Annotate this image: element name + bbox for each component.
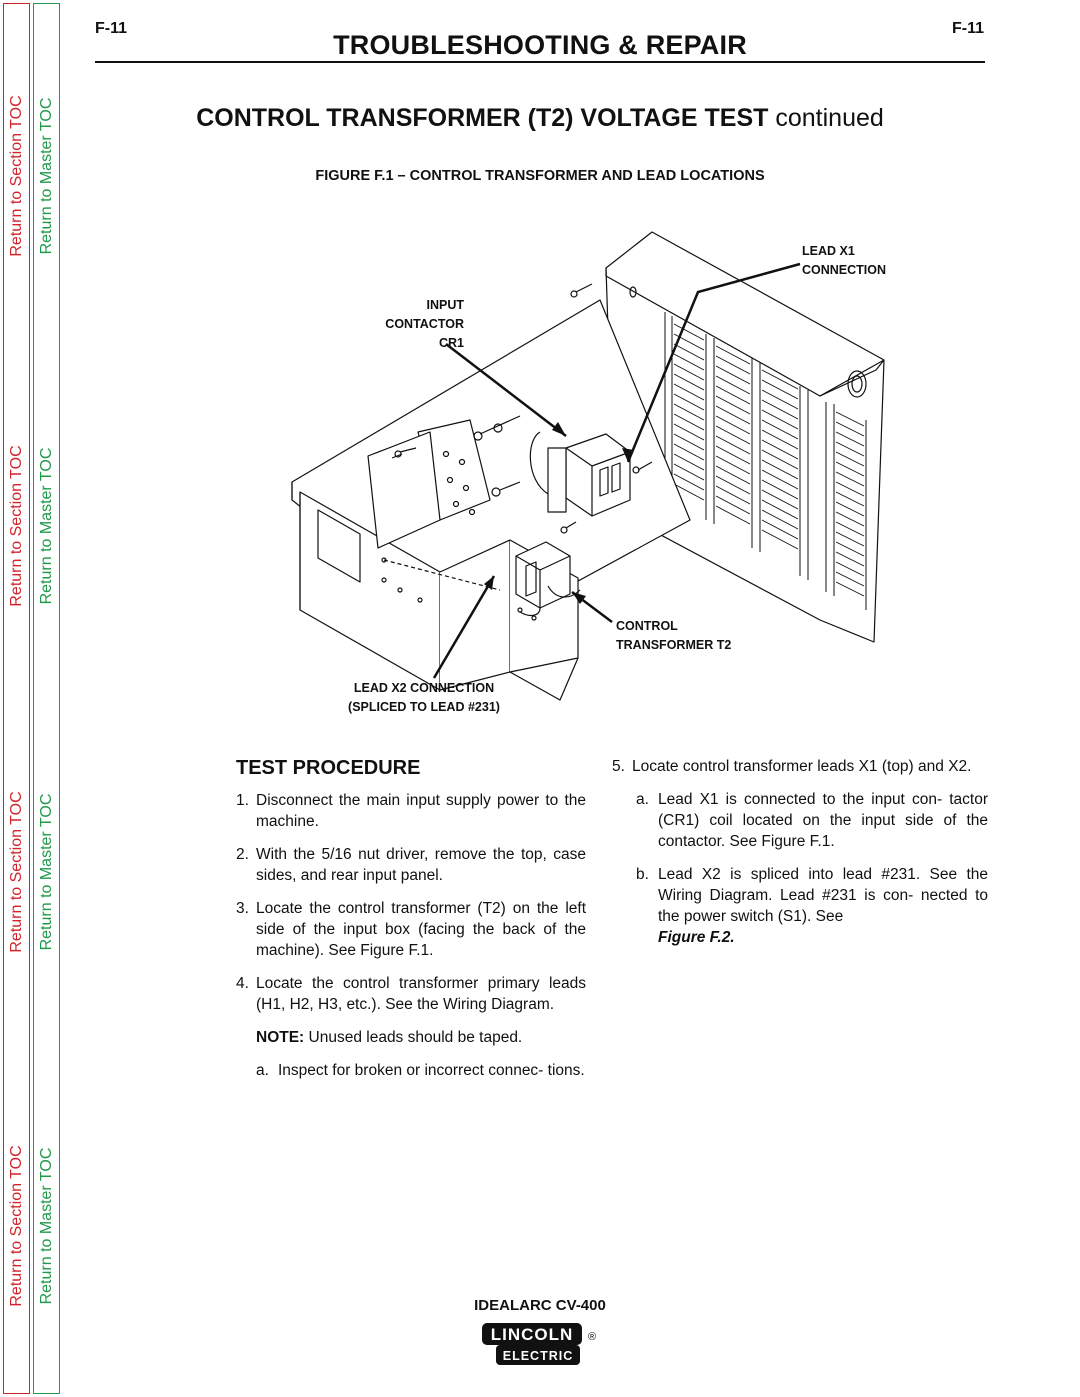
procedure-substep [612, 864, 988, 948]
step-number: 5. [612, 758, 625, 775]
step-text: Disconnect the main input supply power to the machine. [256, 792, 586, 830]
substep-text: Lead X2 is spliced into lead #231. See the Wiring Diagram. Lead #231 is con- nected to the power switch (S1). See [658, 866, 988, 925]
substep-text: Lead X1 is connected to the input con- tactor (CR1) coil located on the input side of the contactor. See Figure F.1. [658, 791, 988, 850]
procedure-step [236, 790, 586, 832]
return-to-section-toc-link[interactable]: Return to Section TOC [7, 791, 25, 953]
lincoln-electric-logo [476, 1321, 604, 1369]
logo-bottom-text: ELECTRIC [502, 1349, 574, 1363]
note [236, 1027, 586, 1048]
note-label: NOTE: [256, 1029, 305, 1046]
registered-mark: ® [587, 1331, 597, 1343]
callout-line: CONNECTION [802, 263, 887, 277]
procedure-substep [236, 1060, 586, 1081]
callout-lead-x1 [802, 242, 886, 280]
substep-letter: a. [636, 791, 649, 808]
return-to-master-toc-link[interactable]: Return to Master TOC [37, 1147, 55, 1305]
step-text: Locate control transformer leads X1 (top) and X2. [632, 758, 972, 775]
page-header-title: TROUBLESHOOTING & REPAIR [333, 30, 747, 60]
page-number-left: F-11 [95, 20, 128, 37]
callout-line: LEAD X1 [802, 244, 855, 258]
callout-line: CONTACTOR [385, 317, 464, 331]
callout-line: TRANSFORMER T2 [616, 638, 732, 652]
step-number: 3. [236, 900, 249, 917]
return-to-section-toc-link[interactable]: Return to Section TOC [7, 445, 25, 607]
substep-letter: b. [636, 866, 649, 883]
return-to-section-toc-link[interactable]: Return to Section TOC [7, 95, 25, 257]
callout-line: LEAD X2 CONNECTION [353, 681, 495, 695]
return-to-master-toc-link[interactable]: Return to Master TOC [37, 97, 55, 255]
return-to-section-toc-link[interactable]: Return to Section TOC [7, 1145, 25, 1307]
procedure-step [236, 844, 586, 886]
substep-text: Inspect for broken or incorrect connec- tions. [278, 1062, 585, 1079]
section-title-main: CONTROL TRANSFORMER (T2) VOLTAGE TEST [196, 104, 769, 132]
step-text: Locate the control transformer primary leads (H1, H2, H3, etc.). See the Wiring Diagram. [256, 975, 586, 1013]
page-number-right: F-11 [951, 20, 984, 37]
callout-line: CR1 [438, 336, 464, 350]
step-number: 2. [236, 846, 249, 863]
step-text: Locate the control transformer (T2) on the left side of the input box (facing the back of the machine). See Figure F.1. [256, 900, 586, 959]
test-procedure-heading: TEST PROCEDURE [236, 757, 421, 779]
step-text: With the 5/16 nut driver, remove the top, case sides, and rear input panel. [256, 846, 586, 884]
procedure-right-column [612, 756, 988, 960]
logo-top-text: LINCOLN [490, 1325, 574, 1344]
procedure-step [612, 756, 988, 777]
procedure-step [236, 898, 586, 961]
callout-line: CONTROL [616, 619, 678, 633]
figure-f2-link[interactable]: Figure F.2. [658, 929, 735, 946]
footer-model-name: IDEALARC CV-400 [474, 1297, 606, 1314]
step-number: 1. [236, 792, 249, 809]
note-text: Unused leads should be taped. [304, 1029, 523, 1046]
procedure-step [236, 973, 586, 1015]
return-to-master-toc-link[interactable]: Return to Master TOC [37, 447, 55, 605]
procedure-left-column [236, 756, 586, 1093]
callout-input-contactor [360, 296, 464, 353]
callout-line: INPUT [426, 298, 464, 312]
callout-control-transformer [616, 617, 731, 655]
callout-line: (SPLICED TO LEAD #231) [348, 700, 500, 714]
section-title-continued: continued [775, 104, 884, 132]
return-to-master-toc-link[interactable]: Return to Master TOC [37, 793, 55, 951]
callout-lead-x2 [310, 679, 538, 717]
substep-letter: a. [256, 1062, 269, 1079]
step-number: 4. [236, 975, 249, 992]
procedure-substep [612, 789, 988, 852]
figure-caption: FIGURE F.1 – CONTROL TRANSFORMER AND LEAD LOCATIONS [315, 168, 765, 184]
